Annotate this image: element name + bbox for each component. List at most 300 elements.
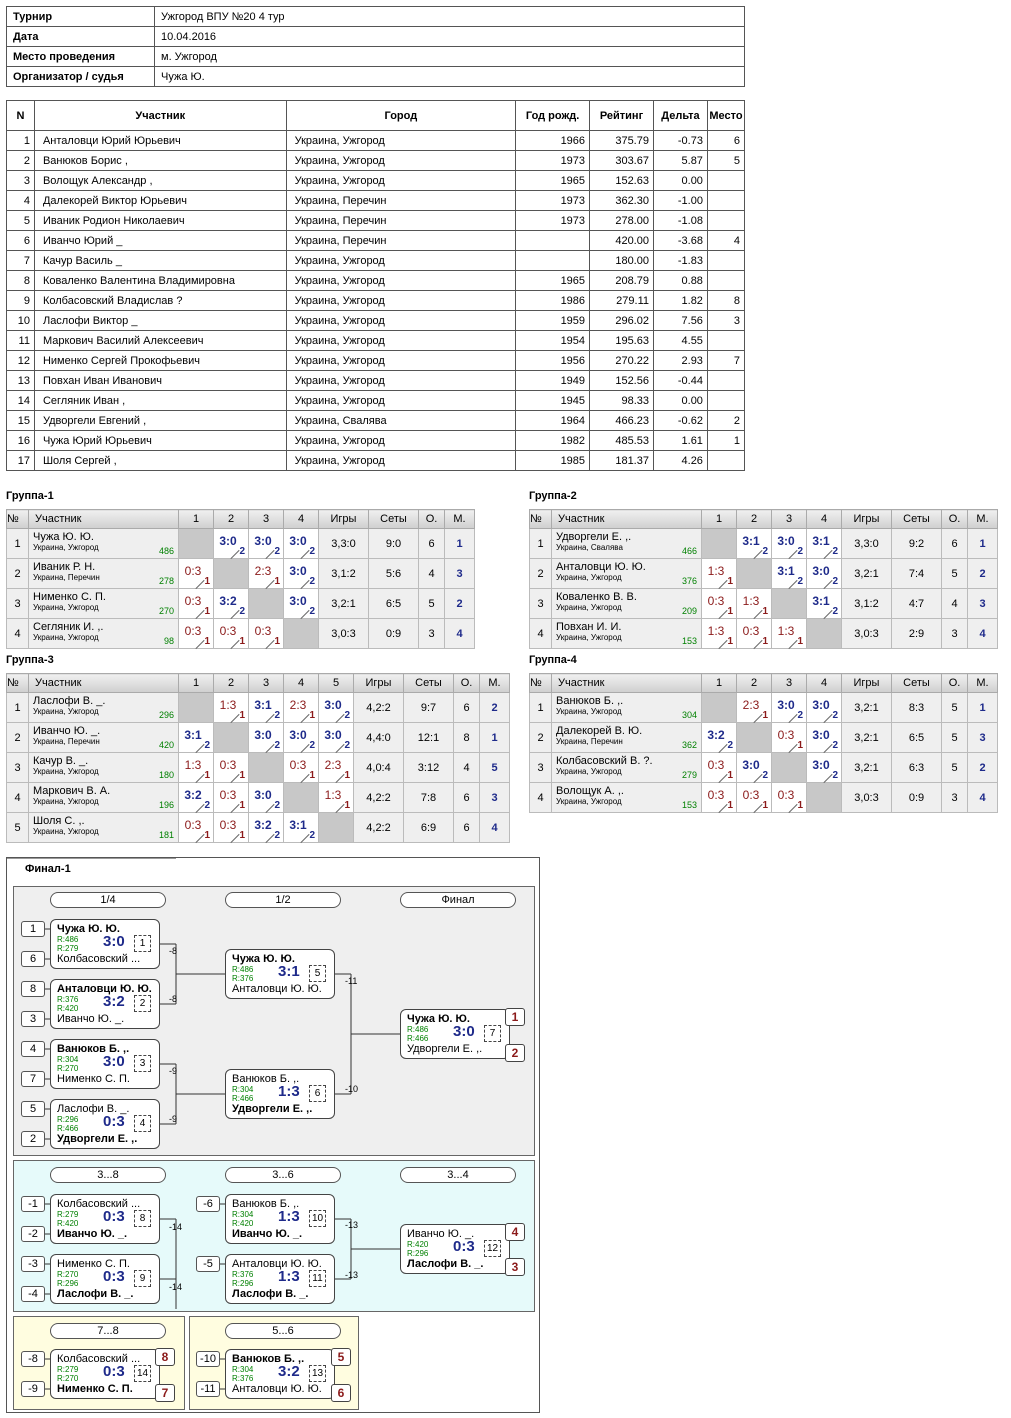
group-place: 3 xyxy=(480,783,510,813)
group-points: 6 xyxy=(419,529,445,559)
group-place: 2 xyxy=(968,559,998,589)
group-match-cell xyxy=(179,813,214,843)
participant-cell: Украина, Ужгород xyxy=(286,371,516,391)
group-row xyxy=(7,693,510,723)
group-row-number: 2 xyxy=(7,559,29,589)
group-match-cell xyxy=(284,753,319,783)
final-rank: 5 xyxy=(331,1348,351,1366)
participant-cell: Иванчо Юрий _ xyxy=(34,231,286,251)
match-player-a: Нименко С. П. xyxy=(57,1258,130,1270)
group-header: 3 xyxy=(249,674,284,693)
group-player xyxy=(552,783,702,813)
match-score: 0:3 xyxy=(184,563,202,578)
match-score: 3:0 xyxy=(812,757,830,772)
group-cell-self xyxy=(249,589,284,619)
seed-number: -11 xyxy=(196,1381,220,1397)
player-city: Украина, Ужгород xyxy=(33,797,99,806)
match-number: 8 xyxy=(134,1210,151,1227)
group-place: 2 xyxy=(445,589,475,619)
info-key: Организатор / судья xyxy=(7,67,155,87)
group-row xyxy=(530,589,998,619)
match-player-b: Иванчо Ю. _. xyxy=(57,1013,125,1025)
match-score: 3:1 xyxy=(278,963,300,980)
group-points: 4 xyxy=(419,559,445,589)
participant-row xyxy=(7,291,745,311)
match-points: 2 xyxy=(204,740,210,751)
participant-cell: 4.55 xyxy=(653,331,707,351)
participant-row xyxy=(7,151,745,171)
match-points: 1 xyxy=(727,576,733,587)
group-match-cell xyxy=(702,783,737,813)
group-cell-self xyxy=(214,559,249,589)
rating-a: R:304 xyxy=(232,1365,254,1374)
final-bracket xyxy=(6,857,540,1413)
group-header: Участник xyxy=(552,674,702,693)
participant-cell: 1964 xyxy=(516,411,590,431)
participant-row xyxy=(7,391,745,411)
player-name: Далекорей В. Ю. xyxy=(556,725,643,737)
participant-cell xyxy=(707,451,744,471)
group-match-cell xyxy=(702,619,737,649)
bracket-match xyxy=(400,1009,510,1059)
group-cell-self xyxy=(737,723,772,753)
match-score: 3:0 xyxy=(742,757,760,772)
match-number: 7 xyxy=(484,1025,501,1042)
participant-cell: 3 xyxy=(707,311,744,331)
info-key: Дата xyxy=(7,27,155,47)
player-name: Удворгели Е. ,. xyxy=(556,531,632,543)
match-number: 3 xyxy=(134,1055,151,1072)
participant-cell: 1985 xyxy=(516,451,590,471)
participant-cell: 1965 xyxy=(516,271,590,291)
player-name: Коваленко В. В. xyxy=(556,591,637,603)
group-points: 8 xyxy=(454,723,480,753)
group-header-row xyxy=(7,674,510,693)
participant-row xyxy=(7,431,745,451)
participant-cell xyxy=(707,191,744,211)
participant-cell: 1973 xyxy=(516,151,590,171)
loser-drop: -10 xyxy=(345,1084,359,1094)
match-points: 2 xyxy=(762,770,768,781)
group-row-number: 4 xyxy=(530,619,552,649)
group-match-cell xyxy=(214,529,249,559)
group-match-cell xyxy=(702,753,737,783)
group-place: 4 xyxy=(480,813,510,843)
match-points: 1 xyxy=(239,770,245,781)
score-slash xyxy=(300,834,309,843)
group-header: 3 xyxy=(249,510,284,529)
info-value: Чужа Ю. xyxy=(155,67,745,87)
group-title: Группа-4 xyxy=(529,654,577,666)
group-match-cell xyxy=(702,589,737,619)
bracket-match xyxy=(225,1349,335,1399)
group-header: О. xyxy=(942,510,968,529)
match-score: 3:0 xyxy=(453,1023,475,1040)
player-city: Украина, Ужгород xyxy=(556,767,622,776)
match-score: 0:3 xyxy=(707,757,725,772)
match-points: 1 xyxy=(344,800,350,811)
match-score: 3:0 xyxy=(324,727,342,742)
group-games: 4,2:2 xyxy=(354,783,404,813)
participant-cell: 6 xyxy=(707,131,744,151)
group-cell-self xyxy=(807,783,842,813)
participant-cell xyxy=(707,371,744,391)
group-header: Участник xyxy=(29,510,179,529)
group-header: 1 xyxy=(179,674,214,693)
group-sets: 6:5 xyxy=(892,723,942,753)
match-points: 1 xyxy=(727,636,733,647)
participant-cell: -1.08 xyxy=(653,211,707,231)
group-games: 4,2:2 xyxy=(354,813,404,843)
rating-b: R:420 xyxy=(57,1219,79,1228)
rating-a: R:486 xyxy=(57,935,79,944)
rating-a: R:486 xyxy=(232,965,254,974)
player-name: Маркович В. А. xyxy=(33,785,111,797)
group-games: 3,2:1 xyxy=(842,693,892,723)
group-header: Игры xyxy=(842,674,892,693)
player-city: Украина, Ужгород xyxy=(556,707,622,716)
group-header: 3 xyxy=(772,674,807,693)
match-score: 0:3 xyxy=(742,623,760,638)
rating-a: R:296 xyxy=(57,1115,79,1124)
score-slash xyxy=(788,640,797,649)
match-player-a: Ванюков Б. ,. xyxy=(232,1353,305,1365)
match-score: 3:0 xyxy=(289,533,307,548)
group-match-cell xyxy=(284,723,319,753)
seed-number: -4 xyxy=(21,1286,45,1302)
round-label: 3...4 xyxy=(400,1167,516,1183)
group-match-cell xyxy=(214,693,249,723)
group-header: № xyxy=(7,674,29,693)
group-games: 3,0:3 xyxy=(842,783,892,813)
group-player xyxy=(552,529,702,559)
group-points: 4 xyxy=(454,753,480,783)
group-place: 3 xyxy=(968,723,998,753)
match-points: 2 xyxy=(797,576,803,587)
player-rating: 153 xyxy=(681,800,697,810)
group-games: 4,2:2 xyxy=(354,693,404,723)
participant-cell: 0.00 xyxy=(653,391,707,411)
group-cell-self xyxy=(772,589,807,619)
info-row xyxy=(7,7,745,27)
match-player-a: Колбасовский ... xyxy=(57,1198,141,1210)
participant-row xyxy=(7,191,745,211)
group-header: 5 xyxy=(319,674,354,693)
group-header: Игры xyxy=(319,510,369,529)
participant-cell xyxy=(707,211,744,231)
group-header: 4 xyxy=(284,674,319,693)
participant-cell: Ласлофи Виктор _ xyxy=(34,311,286,331)
participant-cell: 420.00 xyxy=(590,231,654,251)
participant-cell: Ванюков Борис , xyxy=(34,151,286,171)
participant-cell: 10 xyxy=(7,311,35,331)
match-points: 2 xyxy=(309,740,315,751)
group-match-cell xyxy=(284,813,319,843)
group-points: 5 xyxy=(942,753,968,783)
match-points: 2 xyxy=(344,710,350,721)
group-row xyxy=(530,783,998,813)
bracket-match xyxy=(50,979,160,1029)
group-header: О. xyxy=(942,674,968,693)
participant-cell: 12 xyxy=(7,351,35,371)
group-match-cell xyxy=(214,589,249,619)
group-match-cell xyxy=(772,723,807,753)
match-points: 2 xyxy=(274,740,280,751)
participant-cell: 8 xyxy=(7,271,35,291)
participant-cell: Украина, Ужгород xyxy=(286,331,516,351)
match-score: 3:0 xyxy=(254,727,272,742)
match-points: 2 xyxy=(797,546,803,557)
group-row-number: 3 xyxy=(7,753,29,783)
participant-cell: Украина, Свалява xyxy=(286,411,516,431)
group-row xyxy=(7,619,475,649)
group-place: 2 xyxy=(480,693,510,723)
group-row-number: 3 xyxy=(530,589,552,619)
participant-cell: Далекорей Виктор Юрьевич xyxy=(34,191,286,211)
match-score: 3:1 xyxy=(742,533,760,548)
seed-number: -3 xyxy=(21,1256,45,1272)
group-cell-self xyxy=(702,693,737,723)
match-points: 2 xyxy=(239,546,245,557)
match-points: 1 xyxy=(727,770,733,781)
participant-cell: 6 xyxy=(7,231,35,251)
group-match-cell xyxy=(249,813,284,843)
match-points: 2 xyxy=(832,606,838,617)
participant-cell: 208.79 xyxy=(590,271,654,291)
group-match-cell xyxy=(319,783,354,813)
score-slash xyxy=(788,804,797,813)
match-score: 2:3 xyxy=(324,757,342,772)
participant-cell: 2 xyxy=(7,151,35,171)
group-match-cell xyxy=(179,559,214,589)
rating-b: R:296 xyxy=(407,1249,429,1258)
match-player-a: Чужа Ю. Ю. xyxy=(407,1013,470,1025)
participant-cell: Повхан Иван Иванович xyxy=(34,371,286,391)
match-score: 3:2 xyxy=(219,593,237,608)
round-label: 5...6 xyxy=(225,1323,341,1339)
rating-a: R:420 xyxy=(407,1240,429,1249)
tournament-info-table xyxy=(6,6,745,87)
match-score: 0:3 xyxy=(289,757,307,772)
participant-cell: 14 xyxy=(7,391,35,411)
match-points: 2 xyxy=(727,740,733,751)
bracket-match xyxy=(225,1069,335,1119)
group-cell-self xyxy=(284,619,319,649)
match-player-a: Ванюков Б. ,. xyxy=(232,1073,300,1085)
match-score: 0:3 xyxy=(103,1113,125,1130)
participant-cell: 2.93 xyxy=(653,351,707,371)
match-points: 2 xyxy=(762,546,768,557)
participant-cell: 1 xyxy=(707,431,744,451)
score-slash xyxy=(718,640,727,649)
group-row xyxy=(530,559,998,589)
participant-cell: 4 xyxy=(7,191,35,211)
participant-cell: Украина, Перечин xyxy=(286,191,516,211)
match-number: 6 xyxy=(309,1085,326,1102)
match-score: 3:0 xyxy=(324,697,342,712)
match-score: 0:3 xyxy=(184,817,202,832)
participant-cell: -0.44 xyxy=(653,371,707,391)
match-points: 1 xyxy=(762,800,768,811)
participant-cell: -0.62 xyxy=(653,411,707,431)
group-row-number: 1 xyxy=(530,693,552,723)
bracket-match xyxy=(400,1224,510,1274)
match-score: 3:0 xyxy=(289,727,307,742)
group-cell-self xyxy=(249,753,284,783)
group-sets: 2:9 xyxy=(892,619,942,649)
seed-number: 1 xyxy=(21,921,45,937)
group-header: 4 xyxy=(807,510,842,529)
bracket-match xyxy=(50,1349,160,1399)
group-points: 6 xyxy=(454,813,480,843)
group-place: 2 xyxy=(968,753,998,783)
participant-cell: Анталовци Юрий Юрьевич xyxy=(34,131,286,151)
group-place: 1 xyxy=(968,529,998,559)
group-table xyxy=(529,673,998,813)
loser-drop: -9 xyxy=(169,1066,178,1076)
rating-a: R:304 xyxy=(232,1085,254,1094)
final-rank: 8 xyxy=(155,1348,175,1366)
final-rank: 1 xyxy=(505,1008,525,1026)
match-score: 3:0 xyxy=(812,697,830,712)
player-rating: 98 xyxy=(163,636,174,646)
group-header: № xyxy=(530,510,552,529)
group-table xyxy=(529,509,998,649)
group-match-cell xyxy=(214,783,249,813)
match-player-b: Ласлофи В. _. xyxy=(232,1288,309,1300)
seed-number: -9 xyxy=(21,1381,45,1397)
player-name: Иваник Р. Н. xyxy=(33,561,96,573)
group-match-cell xyxy=(249,783,284,813)
participant-cell: 5 xyxy=(7,211,35,231)
match-player-b: Ласлофи В. _. xyxy=(57,1288,134,1300)
group-row xyxy=(7,783,510,813)
participant-cell: 4 xyxy=(707,231,744,251)
group-sets: 6:9 xyxy=(404,813,454,843)
player-name: Ласлофи В. _. xyxy=(33,695,106,707)
group-header-row xyxy=(7,510,475,529)
round-label: 3...8 xyxy=(50,1167,166,1183)
group-header-row xyxy=(530,510,998,529)
participant-cell: 5.87 xyxy=(653,151,707,171)
match-score: 3:0 xyxy=(289,563,307,578)
group-match-cell xyxy=(737,619,772,649)
group-games: 3,3:0 xyxy=(319,529,369,559)
match-score: 3:0 xyxy=(289,593,307,608)
group-sets: 9:2 xyxy=(892,529,942,559)
match-score: 2:3 xyxy=(289,697,307,712)
group-player xyxy=(552,559,702,589)
bracket-match xyxy=(225,1254,335,1304)
group-player xyxy=(29,589,179,619)
player-name: Чужа Ю. Ю. xyxy=(33,531,94,543)
match-player-a: Чужа Ю. Ю. xyxy=(232,953,295,965)
participants-table xyxy=(6,100,745,471)
group-cell-self xyxy=(807,619,842,649)
group-header: Сеты xyxy=(404,674,454,693)
participant-cell: 17 xyxy=(7,451,35,471)
match-points: 1 xyxy=(274,576,280,587)
participant-cell: 195.63 xyxy=(590,331,654,351)
group-row-number: 2 xyxy=(7,723,29,753)
participant-cell: 1965 xyxy=(516,171,590,191)
bracket-match xyxy=(50,1194,160,1244)
loser-drop: -13 xyxy=(345,1270,359,1280)
group-cell-self xyxy=(284,783,319,813)
group-header: 2 xyxy=(737,674,772,693)
group-title: Группа-2 xyxy=(529,490,577,502)
match-score: 3:1 xyxy=(254,697,272,712)
final-rank: 3 xyxy=(505,1258,525,1276)
group-match-cell xyxy=(807,559,842,589)
player-city: Украина, Ужгород xyxy=(33,603,99,612)
player-name: Сегляник И. ,. xyxy=(33,621,104,633)
participant-cell: 7 xyxy=(7,251,35,271)
match-score: 0:3 xyxy=(254,623,272,638)
participant-cell: Украина, Ужгород xyxy=(286,291,516,311)
participant-row xyxy=(7,311,745,331)
group-games: 3,1:2 xyxy=(319,559,369,589)
group-points: 6 xyxy=(454,693,480,723)
loser-drop: -13 xyxy=(345,1220,359,1230)
match-points: 1 xyxy=(309,710,315,721)
match-score: 1:3 xyxy=(324,787,342,802)
group-sets: 3:12 xyxy=(404,753,454,783)
player-rating: 209 xyxy=(681,606,697,616)
group-header: № xyxy=(7,510,29,529)
group-header: 1 xyxy=(702,674,737,693)
group-place: 1 xyxy=(445,529,475,559)
match-score: 3:1 xyxy=(184,727,202,742)
match-number: 4 xyxy=(134,1115,151,1132)
participant-cell: 11 xyxy=(7,331,35,351)
group-row xyxy=(7,529,475,559)
match-score: 3:1 xyxy=(777,563,795,578)
group-header: М. xyxy=(445,510,475,529)
match-score: 3:2 xyxy=(103,993,125,1010)
group-header: 1 xyxy=(179,510,214,529)
group-row xyxy=(530,693,998,723)
match-score: 2:3 xyxy=(254,563,272,578)
match-number: 11 xyxy=(309,1270,326,1287)
participant-cell: 1.82 xyxy=(653,291,707,311)
group-sets: 0:9 xyxy=(369,619,419,649)
participant-cell xyxy=(707,391,744,411)
player-city: Украина, Свалява xyxy=(556,543,623,552)
match-number: 5 xyxy=(309,965,326,982)
player-name: Анталовци Ю. Ю. xyxy=(556,561,646,573)
group-header: О. xyxy=(454,674,480,693)
group-row xyxy=(7,589,475,619)
match-points: 1 xyxy=(274,636,280,647)
bracket-match xyxy=(50,1099,160,1149)
info-key: Турнир xyxy=(7,7,155,27)
participant-row xyxy=(7,351,745,371)
rating-a: R:304 xyxy=(232,1210,254,1219)
score-slash xyxy=(265,640,274,649)
match-points: 1 xyxy=(762,710,768,721)
group-cell-self xyxy=(702,529,737,559)
participants-header: Место xyxy=(707,101,744,131)
player-city: Украина, Ужгород xyxy=(33,633,99,642)
group-sets: 12:1 xyxy=(404,723,454,753)
participant-cell: 362.30 xyxy=(590,191,654,211)
round-label: Финал xyxy=(400,892,516,908)
player-rating: 278 xyxy=(158,576,174,586)
match-score: 0:3 xyxy=(777,727,795,742)
match-score: 1:3 xyxy=(219,697,237,712)
group-match-cell xyxy=(249,559,284,589)
